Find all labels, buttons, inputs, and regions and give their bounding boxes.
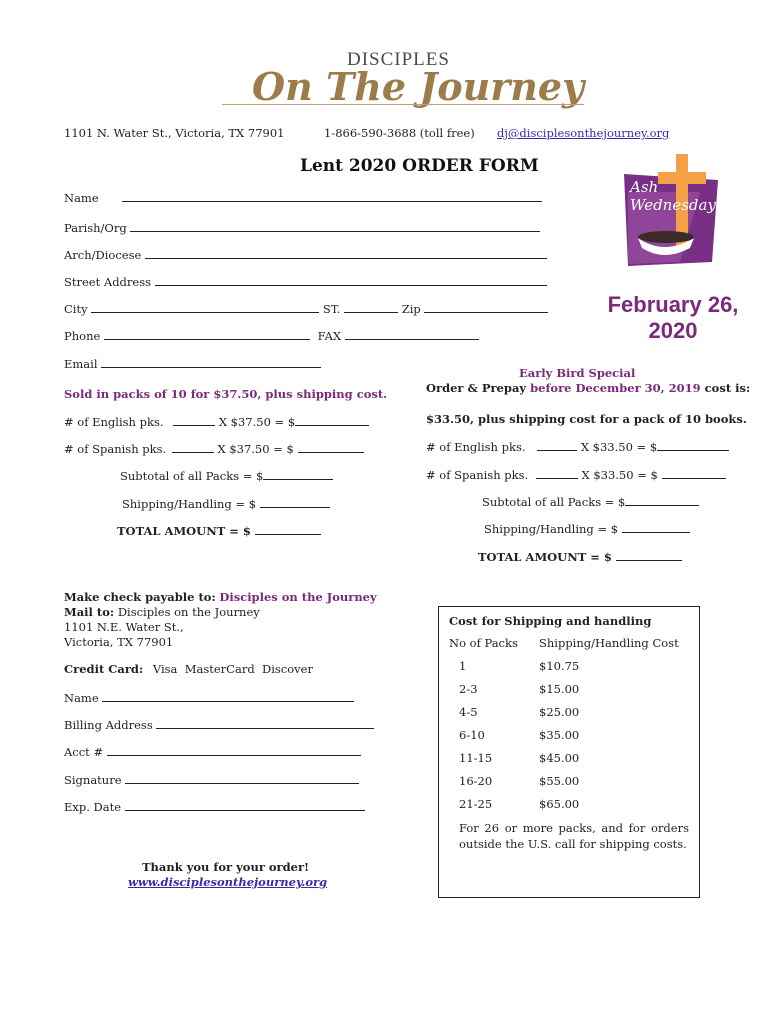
- zip-label: Zip: [401, 302, 421, 316]
- regular-total-row: [117, 523, 321, 538]
- regular-spanish-label: # of Spanish pks.: [64, 442, 167, 456]
- regular-spanish-calc: X $37.50 = $: [217, 442, 294, 456]
- event-date: February 26, 2020: [607, 292, 739, 343]
- regular-spanish-qty[interactable]: [172, 441, 214, 453]
- early-total-line[interactable]: [616, 549, 682, 561]
- early-subtotal-line[interactable]: [625, 494, 699, 506]
- state-line[interactable]: [344, 301, 398, 313]
- shipping-header-cost: Shipping/Handling Cost: [539, 636, 679, 650]
- parish-field[interactable]: [64, 220, 540, 235]
- mail-line1: Disciples on the Journey: [117, 605, 260, 619]
- shipping-cost-cell: $65.00: [539, 797, 580, 811]
- signature-label: Signature: [64, 773, 122, 787]
- early-order-date: before December 30, 2019: [530, 381, 701, 395]
- logo-subtitle: DISCIPLES: [347, 49, 450, 70]
- zip-line[interactable]: [424, 301, 548, 313]
- email-label: Email: [64, 357, 98, 371]
- early-total-row: [478, 549, 682, 564]
- exp-line[interactable]: [125, 799, 365, 811]
- regular-shipping-line[interactable]: [260, 496, 330, 508]
- regular-spanish-amount[interactable]: [298, 441, 364, 453]
- regular-english-qty[interactable]: [173, 414, 215, 426]
- shipping-cost-cell: $45.00: [539, 751, 580, 765]
- shipping-packs-cell: 21-25: [459, 797, 493, 811]
- regular-heading: Sold in packs of 10 for $37.50, plus shipping cost.: [64, 387, 388, 401]
- cc-types: Visa MasterCard Discover: [152, 662, 313, 676]
- cc-name-field[interactable]: [64, 690, 354, 705]
- phone-row: [64, 328, 479, 343]
- early-subtotal-row: [482, 494, 699, 509]
- phone-line[interactable]: [104, 328, 310, 340]
- shipping-packs-cell: 16-20: [459, 774, 493, 788]
- shipping-packs-cell: 2-3: [459, 682, 478, 696]
- billing-line[interactable]: [156, 717, 374, 729]
- check-label: Make check payable to:: [64, 590, 216, 604]
- regular-spanish-row: [64, 441, 364, 456]
- early-english-calc: X $33.50 = $: [580, 440, 658, 454]
- mail-line3: Victoria, TX 77901: [64, 635, 174, 649]
- regular-shipping-row: [122, 496, 330, 511]
- email-field[interactable]: [64, 356, 321, 371]
- street-line[interactable]: [155, 274, 547, 286]
- wednesday-label: Wednesday: [630, 196, 716, 214]
- early-english-label: # of English pks.: [426, 440, 526, 454]
- early-heading: Early Bird Special: [519, 366, 636, 380]
- parish-line[interactable]: [130, 220, 540, 232]
- billing-label: Billing Address: [64, 718, 153, 732]
- early-total-label: TOTAL AMOUNT = $: [478, 550, 612, 564]
- shipping-cost-cell: $15.00: [539, 682, 580, 696]
- early-english-row: [426, 439, 729, 454]
- early-order-pre: Order & Prepay: [426, 381, 531, 395]
- arch-line[interactable]: [145, 247, 547, 259]
- name-label: Name: [64, 191, 99, 205]
- street-field[interactable]: [64, 274, 547, 289]
- regular-english-row: [64, 414, 369, 429]
- regular-english-amount[interactable]: [295, 414, 369, 426]
- early-subtotal-label: Subtotal of all Packs = $: [482, 495, 626, 509]
- contact-phone: 1-866-590-3688 (toll free): [324, 126, 475, 140]
- thank-you: Thank you for your order!: [142, 860, 310, 874]
- early-spanish-row: [426, 467, 726, 482]
- signature-line[interactable]: [125, 772, 359, 784]
- ash-label: Ash: [630, 178, 659, 196]
- regular-subtotal-label: Subtotal of all Packs = $: [120, 469, 264, 483]
- exp-field[interactable]: [64, 799, 365, 814]
- state-label: ST.: [322, 302, 341, 316]
- shipping-packs-cell: 11-15: [459, 751, 493, 765]
- shipping-header-packs: No of Packs: [449, 636, 518, 650]
- regular-english-label: # of English pks.: [64, 415, 164, 429]
- early-order-line: [426, 381, 750, 395]
- regular-total-label: TOTAL AMOUNT = $: [117, 524, 251, 538]
- cc-name-label: Name: [64, 691, 99, 705]
- name-field[interactable]: [64, 190, 542, 205]
- page-title: Lent 2020 ORDER FORM: [300, 156, 539, 176]
- mail-to: [64, 605, 260, 619]
- city-row: [64, 301, 548, 316]
- acct-line[interactable]: [107, 744, 361, 756]
- shipping-packs-cell: 6-10: [459, 728, 485, 742]
- check-value: Disciples on the Journey: [219, 590, 377, 604]
- signature-field[interactable]: [64, 772, 359, 787]
- regular-total-line[interactable]: [255, 523, 321, 535]
- website-link[interactable]: www.disciplesonthejourney.org: [128, 875, 328, 889]
- contact-address: 1101 N. Water St., Victoria, TX 77901: [64, 126, 285, 140]
- exp-label: Exp. Date: [64, 800, 122, 814]
- parish-label: Parish/Org: [64, 221, 127, 235]
- cc-name-line[interactable]: [102, 690, 354, 702]
- check-payable: [64, 590, 377, 604]
- shipping-cost-cell: $10.75: [539, 659, 580, 673]
- regular-subtotal-line[interactable]: [263, 468, 333, 480]
- contact-email-link[interactable]: dj@disciplesonthejourney.org: [497, 126, 670, 140]
- early-english-amount[interactable]: [657, 439, 729, 451]
- regular-english-calc: X $37.50 = $: [218, 415, 296, 429]
- early-spanish-qty[interactable]: [536, 467, 578, 479]
- logo-title: On The Journey: [252, 64, 585, 109]
- early-price: $33.50, plus shipping cost for a pack of 10 books.: [426, 412, 747, 426]
- logo-rule: [222, 104, 584, 105]
- fax-line[interactable]: [345, 328, 479, 340]
- early-english-qty[interactable]: [537, 439, 577, 451]
- early-shipping-line[interactable]: [622, 521, 690, 533]
- cc-label: Credit Card:: [64, 662, 144, 676]
- city-label: City: [64, 302, 88, 316]
- credit-card-row: [64, 662, 313, 676]
- city-line[interactable]: [91, 301, 319, 313]
- mail-line2: 1101 N.E. Water St.,: [64, 620, 184, 634]
- shipping-packs-cell: 1: [459, 659, 467, 673]
- regular-subtotal-row: [120, 468, 333, 483]
- mail-label: Mail to:: [64, 605, 115, 619]
- email-line[interactable]: [101, 356, 321, 368]
- fax-label: FAX: [317, 329, 342, 343]
- shipping-cost-cell: $25.00: [539, 705, 580, 719]
- early-shipping-row: [484, 521, 690, 536]
- name-line[interactable]: [122, 190, 542, 202]
- shipping-note: For 26 or more packs, and for orders outside the U.S. call for shipping costs.: [459, 821, 689, 851]
- shipping-cost-cell: $55.00: [539, 774, 580, 788]
- phone-label: Phone: [64, 329, 101, 343]
- early-spanish-calc: X $33.50 = $: [581, 468, 658, 482]
- acct-label: Acct #: [64, 745, 104, 759]
- street-label: Street Address: [64, 275, 152, 289]
- billing-field[interactable]: [64, 717, 374, 732]
- early-spanish-amount[interactable]: [662, 467, 726, 479]
- arch-label: Arch/Diocese: [64, 248, 142, 262]
- shipping-title: Cost for Shipping and handling: [449, 614, 652, 628]
- acct-field[interactable]: [64, 744, 361, 759]
- arch-field[interactable]: [64, 247, 547, 262]
- ash-wednesday-illustration: [620, 152, 722, 268]
- early-spanish-label: # of Spanish pks.: [426, 468, 529, 482]
- regular-shipping-label: Shipping/Handling = $: [122, 497, 257, 511]
- shipping-packs-cell: 4-5: [459, 705, 478, 719]
- early-shipping-label: Shipping/Handling = $: [484, 522, 619, 536]
- early-order-post: cost is:: [700, 381, 751, 395]
- shipping-cost-cell: $35.00: [539, 728, 580, 742]
